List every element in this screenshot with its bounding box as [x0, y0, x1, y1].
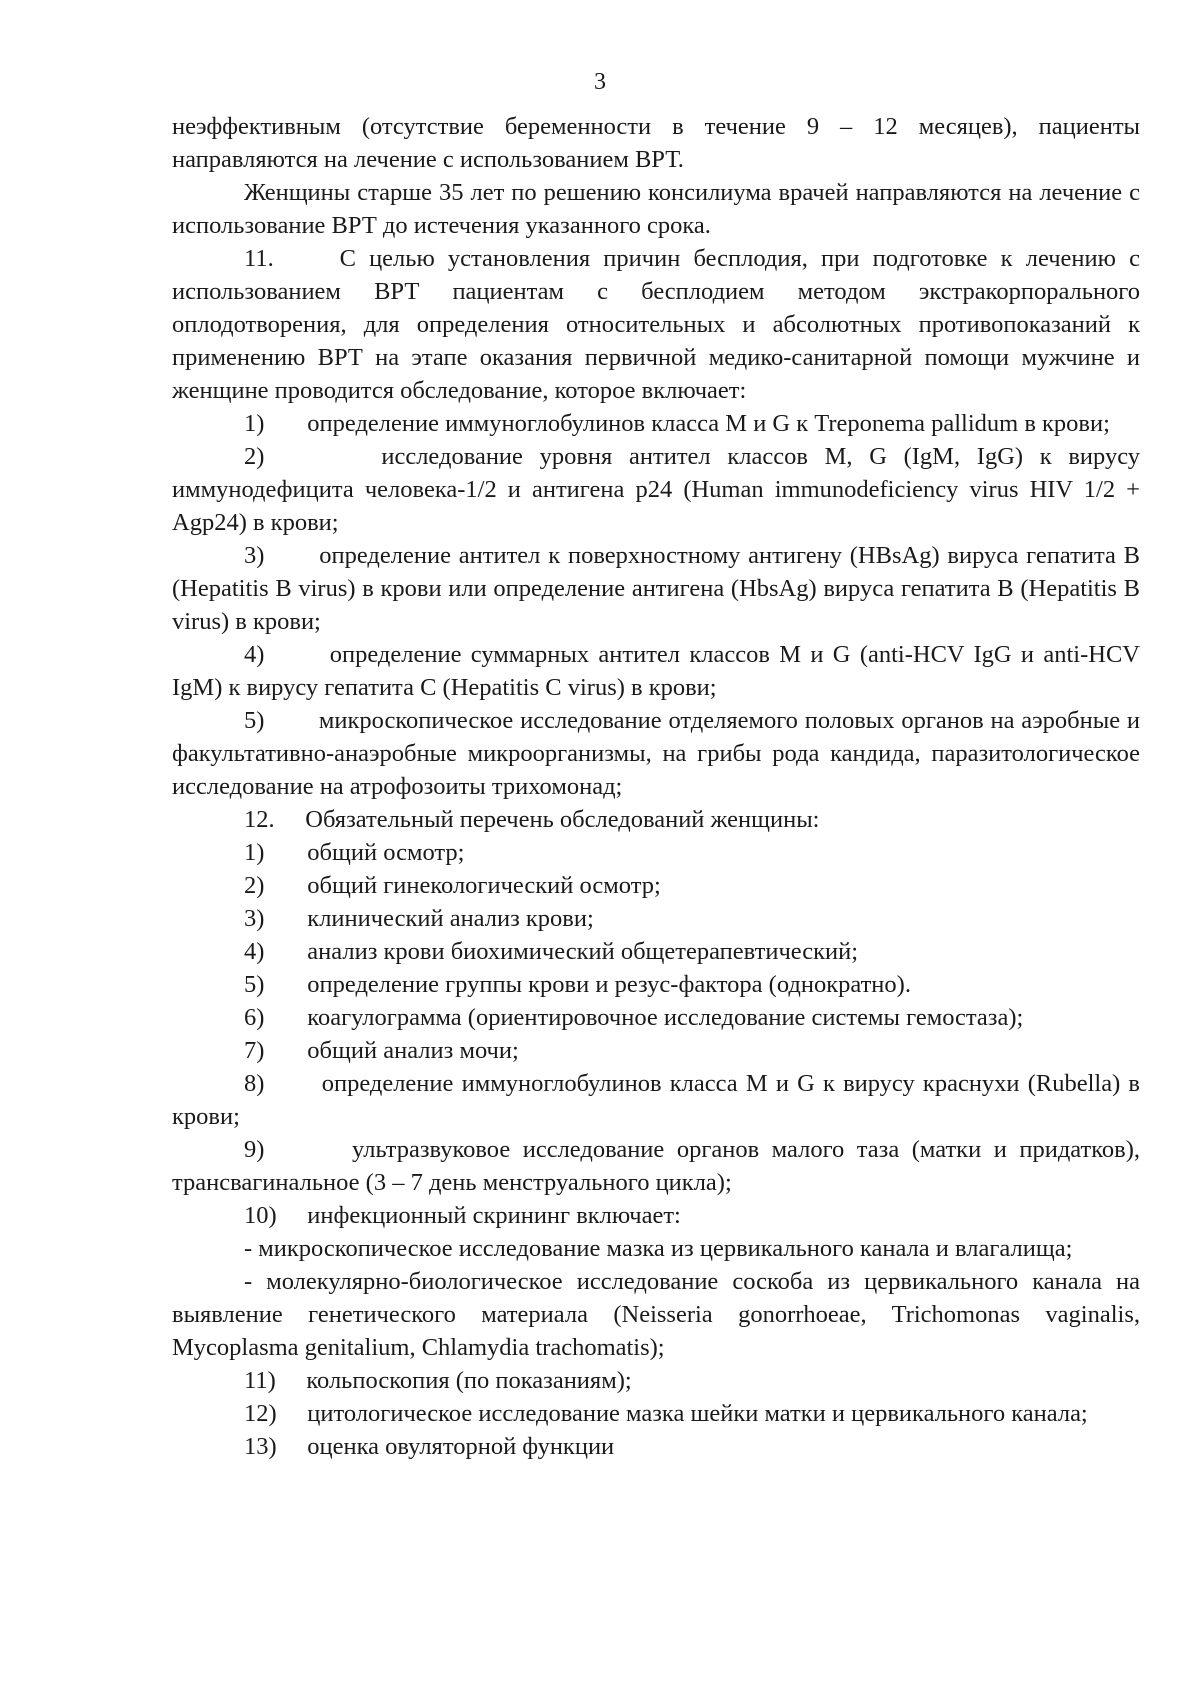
list-item [172, 440, 1140, 539]
list-item [172, 1199, 1140, 1232]
item-text: коагулограмма (ориентировочное исследование системы гемостаза); [307, 1004, 1024, 1031]
list-12 [172, 836, 1140, 1232]
item-number: 5) [244, 707, 265, 734]
item-number: 6) [244, 1004, 265, 1031]
list-item [172, 407, 1140, 440]
list-item [172, 902, 1140, 935]
list-item [172, 968, 1140, 1001]
item-text: общий гинекологический осмотр; [307, 872, 661, 899]
paragraph-11 [172, 242, 1140, 407]
item-text: общий осмотр; [307, 839, 465, 866]
item-number: 4) [244, 641, 265, 668]
list-item [172, 1430, 1140, 1463]
list-item [172, 935, 1140, 968]
dash-item: - молекулярно-биологическое исследование соскоба из цервикального канала на выявление генетического материала (Neisseria gonorrhoeae, Trichomonas vaginalis, Mycoplasma genitalium, Chlamydia trachomatis); [172, 1268, 1140, 1361]
item-number: 9) [244, 1136, 265, 1163]
paragraph: Женщины старше 35 лет по решению консилиума врачей направляются на лечение с использование ВРТ до истечения указанного срока. [172, 179, 1140, 239]
page-number: 3 [594, 69, 606, 95]
item-number: 7) [244, 1037, 265, 1064]
list-item [172, 1397, 1140, 1430]
item-number: 3) [244, 542, 265, 569]
item-text: определение суммарных антител классов M и G (anti-HCV IgG и anti-HCV IgM) к вирусу гепатита C (Hepatitis C virus) в крови; [172, 641, 1141, 701]
list-item [172, 1001, 1140, 1034]
item-number: 3) [244, 905, 265, 932]
item-text: микроскопическое исследование отделяемого половых органов на аэробные и факультативно-анаэробные микроорганизмы, на грибы рода кандида, паразитологическое исследование на атрофозоиты трихомонад; [172, 707, 1140, 800]
item-text: оценка овуляторной функции [307, 1433, 615, 1460]
item-number: 5) [244, 971, 265, 998]
item-text: общий анализ мочи; [307, 1037, 519, 1064]
item-text: ультразвуковое исследование органов малого таза (матки и придатков), трансвагинальное (3 – 7 день менструального цикла); [172, 1136, 1140, 1196]
item-text: определение группы крови и резус-фактора (однократно). [307, 971, 911, 998]
item-number: 12) [244, 1400, 277, 1427]
item-number: 1) [244, 410, 265, 437]
paragraph: неэффективным (отсутствие беременности в течение 9 – 12 месяцев), пациенты направляются на лечение с использованием ВРТ. [172, 113, 1140, 173]
item-text: цитологическое исследование мазка шейки матки и цервикального канала; [307, 1400, 1088, 1427]
item-number: 10) [244, 1202, 277, 1229]
item-number: 8) [244, 1070, 265, 1097]
dash-item: - микроскопическое исследование мазка из цервикального канала и влагалища; [244, 1235, 1073, 1262]
list-item [172, 638, 1140, 704]
item-number: 2) [244, 872, 265, 899]
item-text: определение иммуноглобулинов класса M и G к Treponema pallidum в крови; [307, 410, 1110, 437]
paragraph-number: 11. [244, 245, 274, 272]
list-item [172, 1034, 1140, 1067]
list-item [172, 704, 1140, 803]
list-item [172, 836, 1140, 869]
list-item [172, 869, 1140, 902]
infection-screening-list [172, 1232, 1140, 1364]
item-number: 13) [244, 1433, 277, 1460]
paragraph-number: 12. [244, 806, 275, 833]
item-text: клинический анализ крови; [307, 905, 594, 932]
item-text: анализ крови биохимический общетерапевтический; [307, 938, 859, 965]
list-item [172, 1133, 1140, 1199]
item-number: 4) [244, 938, 265, 965]
item-number: 1) [244, 839, 265, 866]
item-text: определение иммуноглобулинов класса M и G к вирусу краснухи (Rubella) в крови; [172, 1070, 1140, 1130]
item-text: кольпоскопия (по показаниям); [306, 1367, 632, 1394]
item-text: инфекционный скрининг включает: [307, 1202, 681, 1229]
item-text: определение антител к поверхностному антигену (HBsAg) вируса гепатита B (Hepatitis B virus) в крови или определение антигена (HbsAg) вируса гепатита B (Hepatitis B virus) в крови; [172, 542, 1140, 635]
list-12-tail [172, 1364, 1140, 1463]
item-text: исследование уровня антител классов M, G (IgM, IgG) к вирусу иммунодефицита человека-1/2 и антигена p24 (Human immunodeficiency virus HIV 1/2 + Agp24) в крови; [172, 443, 1141, 536]
paragraph-text: Обязательный перечень обследований женщины: [305, 806, 820, 833]
list-11 [172, 407, 1140, 803]
document-body [172, 110, 1140, 1463]
paragraph-text: С целью установления причин бесплодия, при подготовке к лечению с использованием ВРТ пациентам с бесплодием методом экстракорпорального оплодотворения, для определения относительных и абсолютных противопоказаний к применению ВРТ на этапе оказания первичной медико-санитарной помощи мужчине и женщине проводится обследование, которое включает: [172, 245, 1140, 404]
item-number: 11) [244, 1367, 276, 1394]
list-item [172, 539, 1140, 638]
item-number: 2) [244, 443, 265, 470]
list-item [172, 1067, 1140, 1133]
list-item [172, 1364, 1140, 1397]
paragraph-12 [172, 803, 1140, 836]
